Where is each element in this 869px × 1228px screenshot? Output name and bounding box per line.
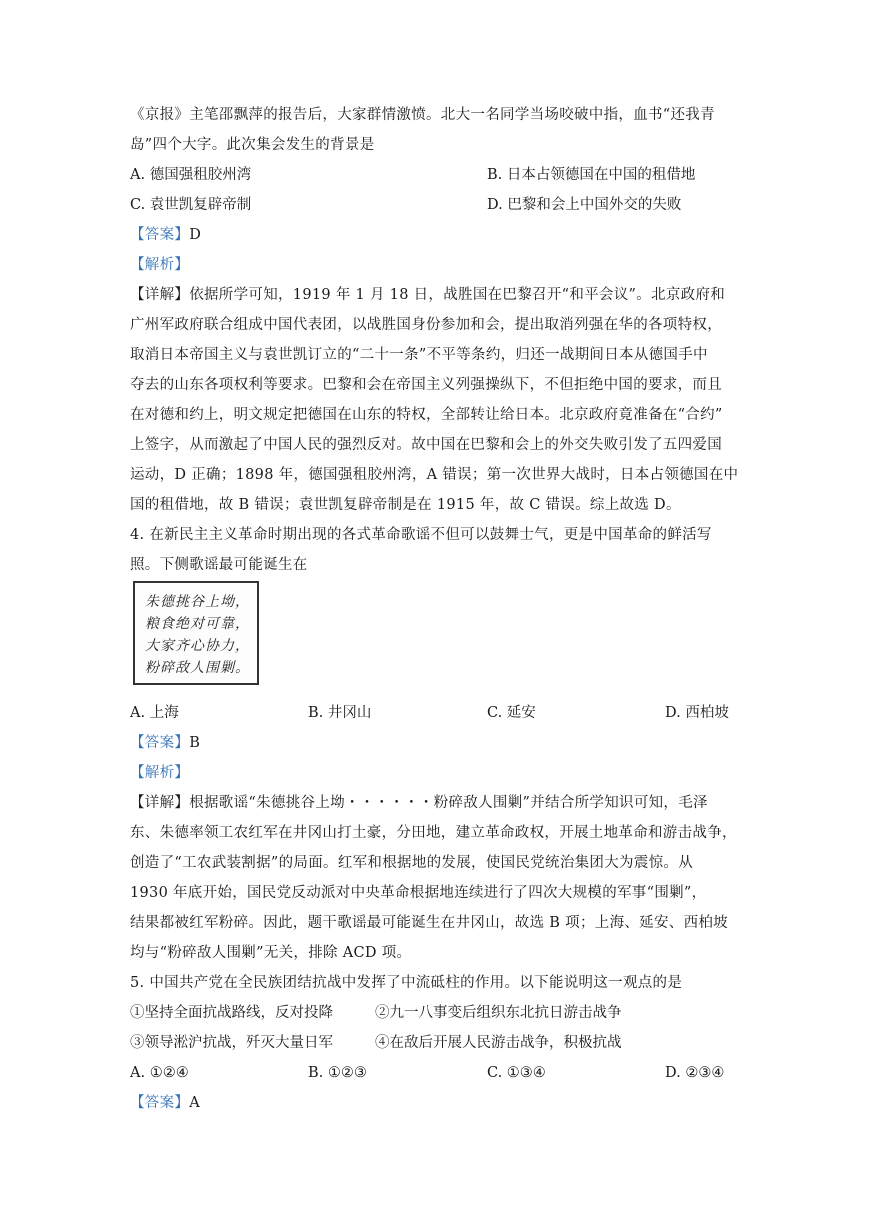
q4-stem-line-2: 照。下侧歌谣最可能诞生在: [130, 557, 308, 573]
answer-tag: 【答案】: [130, 735, 190, 751]
q3-option-c: C. 袁世凯复辟帝制: [130, 197, 252, 213]
q3-detail-text: 依据所学可知，1919 年 1 月 18 日，战胜国在巴黎召开“和平会议”。北京政府和: [189, 287, 726, 303]
q4-analysis-line: [130, 759, 750, 787]
analysis-tag: 【解析】: [130, 765, 190, 781]
q5-item-2: ②九一八事变后组织东北抗日游击战争: [375, 1005, 622, 1021]
q4-option-d: D. 西柏坡: [665, 705, 729, 721]
q5-answer-line: [130, 1089, 750, 1117]
detail-tag: 【详解】: [130, 795, 190, 811]
q4-option-c: C. 延安: [487, 705, 536, 721]
q5-answer-value: A: [189, 1095, 200, 1111]
q3-option-d: D. 巴黎和会上中国外交的失败: [487, 197, 682, 213]
q5-stem: 5. 中国共产党在全民族团结抗战中发挥了中流砥柱的作用。以下能说明这一观点的是: [130, 975, 683, 991]
q5-option-d: D. ②③④: [665, 1065, 725, 1081]
q3-detail-line-1: [130, 281, 750, 309]
q3-stem-line-2: 岛”四个大字。此次集会发生的背景是: [130, 137, 375, 153]
song-line-1: 朱德挑谷上坳，: [145, 594, 250, 610]
song-line-3: 大家齐心协力，: [145, 638, 250, 654]
q4-option-b: B. 井冈山: [308, 705, 372, 721]
q3-option-a: A. 德国强租胶州湾: [130, 167, 252, 183]
q4-option-a: A. 上海: [130, 705, 179, 721]
q4-stem-line-1: 4. 在新民主主义革命时期出现的各式革命歌谣不但可以鼓舞士气，更是中国革命的鲜活写: [130, 527, 712, 543]
answer-tag: 【答案】: [130, 1095, 190, 1111]
q5-option-b: B. ①②③: [308, 1065, 367, 1081]
q3-detail-line-8: 国的租借地，故 B 错误；袁世凯复辟帝制是在 1915 年，故 C 错误。综上故选 D。: [130, 497, 681, 513]
q4-detail-text: 根据歌谣“朱德挑谷上坳・・・・・・粉碎敌人围剿”并结合所学知识可知，毛泽: [189, 795, 708, 811]
q5-item-3: ③领导淞沪抗战，歼灭大量日军: [130, 1035, 333, 1051]
analysis-tag: 【解析】: [130, 257, 190, 273]
q5-option-c: C. ①③④: [487, 1065, 546, 1081]
q3-detail-line-3: 取消日本帝国主义与袁世凯订立的“二十一条”不平等条约，归还一战期间日本从德国手中: [130, 347, 708, 363]
q4-detail-line-1: [130, 789, 750, 817]
song-line-4: 粉碎敌人围剿。: [145, 660, 250, 676]
q3-option-b: B. 日本占领德国在中国的租借地: [487, 167, 696, 183]
detail-tag: 【详解】: [130, 287, 190, 303]
q5-item-1: ①坚持全面抗战路线，反对投降: [130, 1005, 333, 1021]
q4-detail-line-2: 东、朱德率领工农红军在井冈山打土豪，分田地，建立革命政权，开展土地革命和游击战争，: [130, 825, 737, 841]
q3-detail-line-5: 在对德和约上，明文规定把德国在山东的特权，全部转让给日本。北京政府竟准备在“合约”: [130, 407, 723, 423]
q4-detail-line-6: 均与“粉碎敌人围剿”无关，排除 ACD 项。: [130, 945, 412, 961]
q3-detail-line-2: 广州军政府联合组成中国代表团，以战胜国身份参加和会，提出取消列强在华的各项特权，: [130, 317, 722, 333]
q3-detail-line-6: 上签字，从而激起了中国人民的强烈反对。故中国在巴黎和会上的外交失败引发了五四爱国: [130, 437, 722, 453]
q3-detail-line-4: 夺去的山东各项权利等要求。巴黎和会在帝国主义列强操纵下，不但拒绝中国的要求，而且: [130, 377, 722, 393]
song-line-2: 粮食绝对可靠，: [145, 616, 250, 632]
song-image: [133, 581, 259, 685]
q4-detail-line-5: 结果都被红军粉碎。因此，题干歌谣最可能诞生在井冈山，故选 B 项；上海、延安、西柏坡: [130, 915, 728, 931]
q5-item-4: ④在敌后开展人民游击战争，积极抗战: [375, 1035, 622, 1051]
q3-detail-line-7: 运动，D 正确；1898 年，德国强租胶州湾，A 错误；第一次世界大战时，日本占领德国在中: [130, 467, 739, 483]
q4-detail-line-3: 创造了“工农武装割据”的局面。红军和根据地的发展，使国民党统治集团大为震惊。从: [130, 855, 694, 871]
q3-answer-value: D: [189, 227, 202, 243]
q4-detail-line-4: 1930 年底开始，国民党反动派对中央革命根据地连续进行了四次大规模的军事“围剿”，: [130, 885, 707, 901]
q5-option-a: A. ①②④: [130, 1065, 189, 1081]
q3-answer-line: [130, 221, 750, 249]
q3-analysis-line: [130, 251, 750, 279]
q3-stem-line-1: 《京报》主笔邵飘萍的报告后，大家群情激愤。北大一名同学当场咬破中指，血书“还我青: [130, 107, 715, 123]
answer-tag: 【答案】: [130, 227, 190, 243]
q4-answer-line: [130, 729, 750, 757]
q4-answer-value: B: [189, 735, 201, 751]
